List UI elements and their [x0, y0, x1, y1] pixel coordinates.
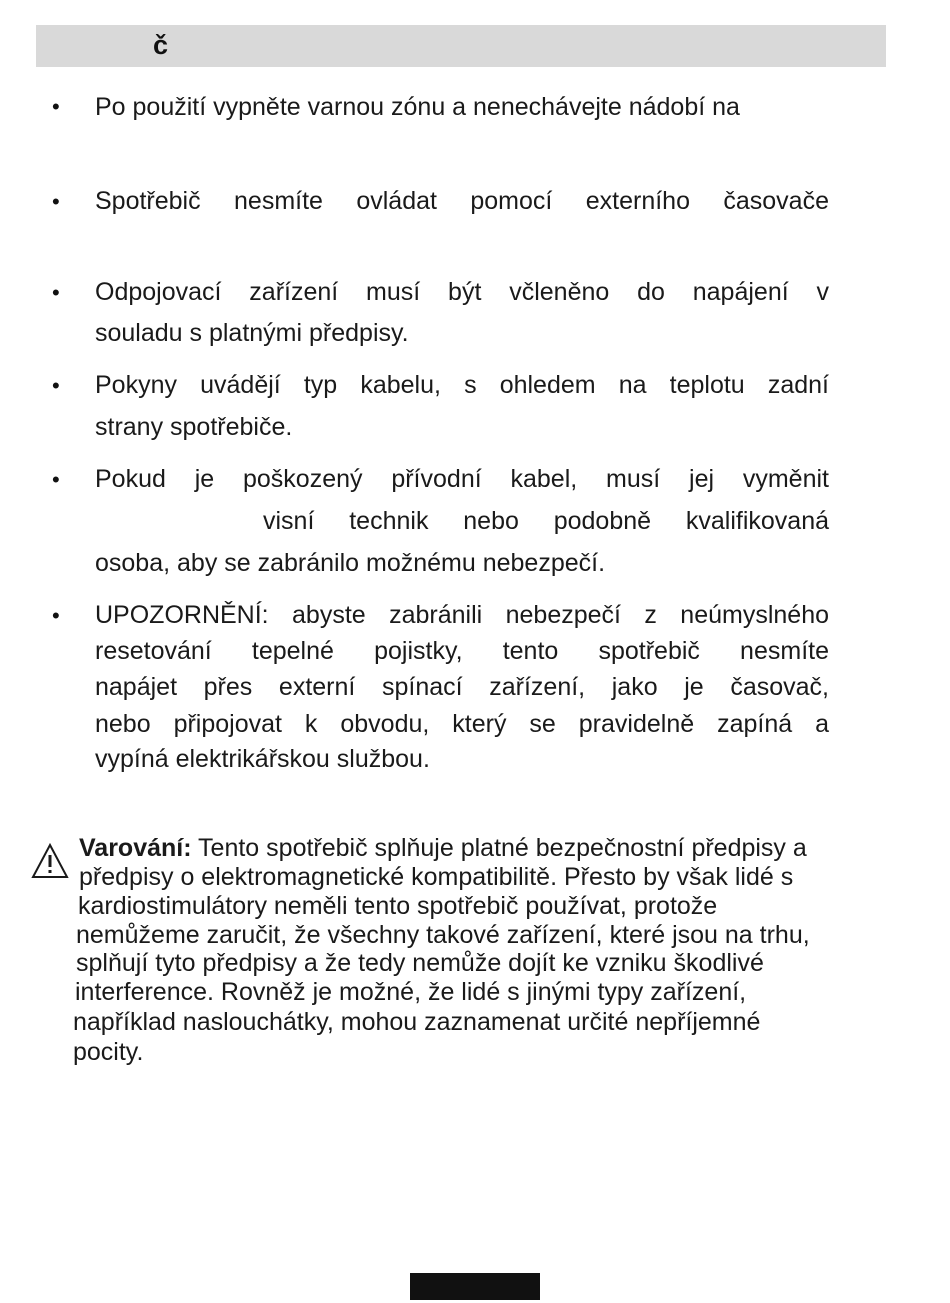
- bullet-marker: •: [52, 94, 60, 119]
- bullet-text-line: Spotřebič nesmíte ovládat pomocí externího časovače: [95, 187, 829, 215]
- bullet-text-line: Odpojovací zařízení musí být včleněno do napájení v: [95, 278, 829, 306]
- bullet-marker: •: [52, 280, 60, 305]
- bullet-marker: •: [52, 603, 60, 628]
- bullet-marker: •: [52, 467, 60, 492]
- bullet-text-line: resetování tepelné pojistky, tento spotřebič nesmíte: [95, 637, 829, 665]
- bullet-text-line: Po použití vypněte varnou zónu a nenechávejte nádobí na: [95, 93, 740, 121]
- warning-text-line: předpisy o elektromagnetické kompatibilitě. Přesto by však lidé s: [79, 863, 794, 891]
- warning-text-line: kardiostimulátory neměli tento spotřebič používat, protože: [78, 892, 718, 920]
- bullet-text-line: nebo připojovat k obvodu, který se pravidelně zapíná a: [95, 710, 829, 738]
- warning-text-line: splňují tyto předpisy a že tedy nemůže dojít ke vzniku škodlivé: [76, 949, 764, 977]
- bullet-marker: •: [52, 373, 60, 398]
- bullet-text-line: Pokud je poškozený přívodní kabel, musí jej vyměnit: [95, 465, 829, 493]
- bullet-text-line: strany spotřebiče.: [95, 413, 293, 441]
- section-title: č: [153, 30, 169, 60]
- bullet-text-line: vypíná elektrikářskou službou.: [95, 745, 430, 773]
- warning-label: Varování:: [79, 834, 192, 862]
- warning-text-line: například naslouchátky, mohou zaznamenat určité nepříjemné: [73, 1008, 761, 1036]
- bullet-text-line: UPOZORNĚNÍ: abyste zabránili nebezpečí z neúmyslného: [95, 601, 829, 629]
- footer-bar: [410, 1273, 540, 1300]
- warning-first-line: [79, 833, 807, 863]
- warning-text-line: nemůžeme zaručit, že všechny takové zařízení, které jsou na trhu,: [76, 921, 810, 949]
- bullet-text-line: souladu s platnými předpisy.: [95, 319, 409, 347]
- bullet-text-line: napájet přes externí spínací zařízení, jako je časovač,: [95, 673, 829, 701]
- warning-text: Tento spotřebič splňuje platné bezpečnostní předpisy a: [191, 834, 807, 862]
- warning-text-line: interference. Rovněž je možné, že lidé s jinými typy zařízení,: [75, 978, 747, 1006]
- bullet-text-line: osoba, aby se zabránilo možnému nebezpečí.: [95, 549, 606, 577]
- bullet-text-line: visní technik nebo podobně kvalifikovaná: [263, 507, 829, 535]
- bullet-marker: •: [52, 189, 60, 214]
- warning-text-line: pocity.: [73, 1038, 144, 1066]
- warning-triangle-icon: [31, 843, 69, 879]
- bullet-text-line: Pokyny uvádějí typ kabelu, s ohledem na teplotu zadní: [95, 371, 829, 399]
